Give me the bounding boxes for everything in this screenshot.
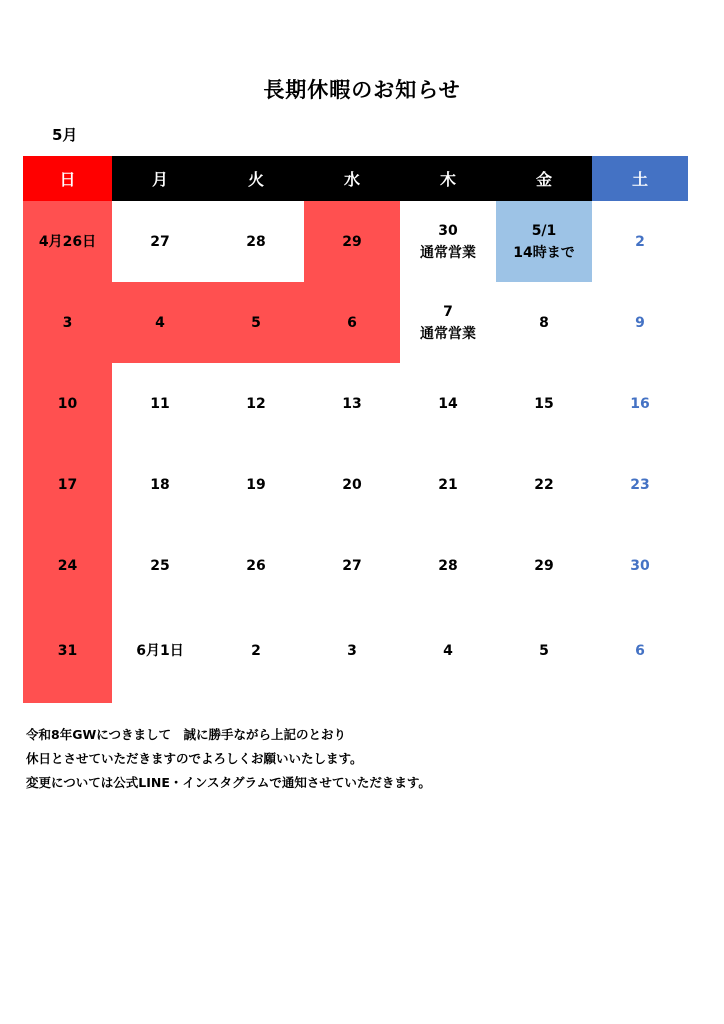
day-number: 20 [342, 476, 362, 493]
day-number: 28 [438, 557, 458, 574]
calendar-day-cell [496, 282, 592, 363]
page-title: 長期休暇のお知らせ [263, 78, 461, 102]
calendar-day-cell [208, 363, 304, 444]
day-number: 27 [150, 233, 170, 250]
day-number: 4 [443, 643, 453, 659]
calendar-day-cell [592, 201, 688, 282]
day-number: 26 [246, 557, 266, 574]
calendar-day-cell [208, 444, 304, 525]
day-number: 25 [150, 557, 170, 574]
calendar-day-cell [23, 363, 112, 444]
day-number: 6 [347, 314, 357, 331]
calendar-day-cell [496, 606, 592, 703]
day-number: 14 [438, 395, 458, 412]
day-number: 7 [443, 303, 453, 320]
day-note: 通常営業 [420, 244, 476, 261]
weekday-header-friday: 金 [496, 156, 592, 201]
day-number: 29 [534, 557, 554, 574]
day-number: 24 [57, 557, 78, 574]
calendar-day-cell [23, 606, 112, 703]
calendar-day-cell [400, 525, 496, 606]
day-note: 通常営業 [420, 325, 476, 342]
calendar-day-cell [496, 363, 592, 444]
calendar-day-cell [23, 444, 112, 525]
calendar-day-cell [400, 201, 496, 282]
calendar-day-cell [208, 201, 304, 282]
calendar-day-cell [112, 606, 208, 703]
calendar-grid [23, 156, 688, 703]
weekday-header-saturday: 土 [592, 156, 688, 201]
day-number: 11 [150, 395, 170, 412]
calendar-day-cell [112, 444, 208, 525]
day-number: 13 [342, 395, 362, 412]
calendar-day-cell [112, 201, 208, 282]
weekday-header-thursday: 木 [400, 156, 496, 201]
day-number: 19 [246, 476, 266, 493]
calendar-day-cell [592, 606, 688, 703]
notice-line: 令和8年GWにつきまして 誠に勝手ながら上記のとおり [26, 727, 346, 742]
notice-line: 休日とさせていただきますのでよろしくお願いいたします。 [26, 751, 363, 766]
day-number: 28 [246, 233, 266, 250]
day-number: 16 [630, 395, 650, 412]
weekday-header-wednesday: 水 [304, 156, 400, 201]
calendar-day-cell [208, 525, 304, 606]
calendar-day-cell [23, 201, 112, 282]
calendar-day-cell [208, 282, 304, 363]
calendar-day-cell [496, 444, 592, 525]
calendar-day-cell [304, 201, 400, 282]
calendar-day-cell [592, 282, 688, 363]
day-number: 6月1日 [136, 643, 184, 659]
day-number: 15 [534, 395, 554, 412]
day-number: 3 [347, 643, 357, 659]
calendar-day-cell [112, 525, 208, 606]
calendar-day-cell [304, 444, 400, 525]
notice-line: 変更については公式LINE・インスタグラムで通知させていただきます。 [26, 775, 431, 790]
day-note: 14時まで [513, 244, 575, 261]
day-number: 5/1 [531, 222, 557, 239]
day-number: 21 [438, 476, 458, 493]
month-label: 5月 [52, 126, 78, 144]
calendar-day-cell [304, 282, 400, 363]
day-number: 31 [57, 643, 78, 659]
calendar-day-cell [592, 363, 688, 444]
day-number: 12 [246, 395, 266, 412]
calendar-day-cell [496, 201, 592, 282]
notice-text [26, 723, 431, 795]
day-number: 10 [57, 395, 78, 412]
day-number: 4 [155, 314, 165, 331]
calendar-day-cell [400, 363, 496, 444]
calendar-day-cell [208, 606, 304, 703]
calendar-day-cell [400, 606, 496, 703]
day-number: 8 [539, 314, 549, 331]
day-number: 2 [251, 643, 261, 659]
calendar-day-cell [112, 282, 208, 363]
day-number: 9 [635, 314, 645, 331]
calendar-day-cell [304, 363, 400, 444]
calendar-day-cell [400, 444, 496, 525]
day-number: 3 [62, 314, 73, 331]
calendar-day-cell [23, 525, 112, 606]
day-number: 5 [251, 314, 261, 331]
calendar-day-cell [592, 525, 688, 606]
day-number: 29 [342, 233, 362, 250]
day-number: 18 [150, 476, 170, 493]
day-number: 6 [635, 643, 645, 659]
day-number: 2 [635, 233, 645, 250]
calendar-day-cell [304, 525, 400, 606]
weekday-header-sunday: 日 [23, 156, 112, 201]
calendar-day-cell [400, 282, 496, 363]
day-number: 4月26日 [38, 233, 97, 250]
day-number: 30 [630, 557, 650, 574]
calendar-day-cell [304, 606, 400, 703]
calendar-day-cell [112, 363, 208, 444]
day-number: 5 [539, 643, 549, 659]
calendar-day-cell [592, 444, 688, 525]
day-number: 23 [630, 476, 650, 493]
day-number: 17 [57, 476, 78, 493]
day-number: 30 [438, 222, 458, 239]
weekday-header-monday: 月 [112, 156, 208, 201]
day-number: 27 [342, 557, 362, 574]
calendar-day-cell [496, 525, 592, 606]
weekday-header-tuesday: 火 [208, 156, 304, 201]
day-number: 22 [534, 476, 554, 493]
calendar-day-cell [23, 282, 112, 363]
